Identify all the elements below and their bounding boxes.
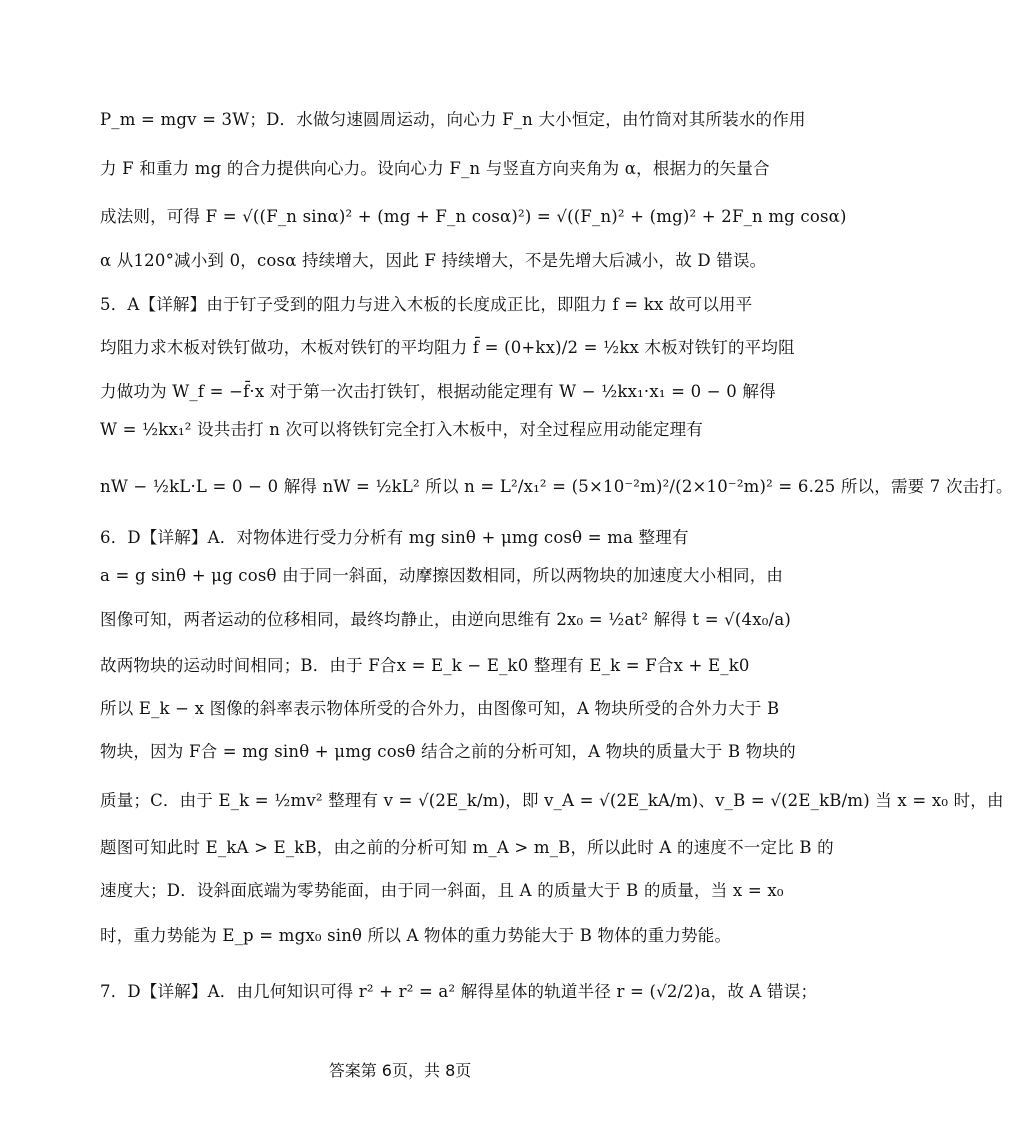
text-line-12: 图像可知，两者运动的位移相同，最终均静止，由逆向思维有 2x₀ = ½at² 解得 t = √(4x₀/a) <box>100 610 791 629</box>
text-line-3: 成法则，可得 F = √((F_n sinα)² + (mg + F_n cosα)²) = √((F_n)² + (mg)² + 2F_n mg cosα) <box>100 207 847 226</box>
text-line-18: 速度大；D．设斜面底端为零势能面，由于同一斜面，且 A 的质量大于 B 的质量，当 x = x₀ <box>100 881 784 900</box>
text-line-10: 6．D【详解】A．对物体进行受力分析有 mg sinθ + μmg cosθ = ma 整理有 <box>100 528 689 547</box>
text-line-19: 时，重力势能为 E_p = mgx₀ sinθ 所以 A 物体的重力势能大于 B 物体的重力势能。 <box>100 926 732 945</box>
text-line-9: nW − ½kL·L = 0 − 0 解得 nW = ½kL² 所以 n = L²/x₁² = (5×10⁻²m)²/(2×10⁻²m)² = 6.25 所以，需要 7 次击打。 <box>100 477 1013 496</box>
text-line-6: 均阻力求木板对铁钉做功，木板对铁钉的平均阻力 f̄ = (0+kx)/2 = ½kx 木板对铁钉的平均阻 <box>100 338 795 357</box>
text-line-4: α 从120°减小到 0，cosα 持续增大，因此 F 持续增大，不是先增大后减小，故 D 错误。 <box>100 251 767 270</box>
text-line-1: P_m = mgv = 3W；D．水做匀速圆周运动，向心力 F_n 大小恒定，由竹筒对其所装水的作用 <box>100 110 806 129</box>
text-line-7: 力做功为 W_f = −f̄·x 对于第一次击打铁钉，根据动能定理有 W − ½kx₁·x₁ = 0 − 0 解得 <box>100 382 776 401</box>
text-line-5: 5．A【详解】由于钉子受到的阻力与进入木板的长度成正比，即阻力 f = kx 故可以用平 <box>100 295 753 314</box>
page-footer: 答案第 6页，共 8页 <box>328 1061 472 1080</box>
text-line-16: 质量；C．由于 E_k = ½mv² 整理有 v = √(2E_k/m)，即 v_A = √(2E_kA/m)、v_B = √(2E_kB/m) 当 x = x₀ 时，由 <box>100 791 1004 810</box>
text-line-17: 题图可知此时 E_kA > E_kB，由之前的分析可知 m_A > m_B，所以此时 A 的速度不一定比 B 的 <box>100 838 834 857</box>
text-line-11: a = g sinθ + μg cosθ 由于同一斜面，动摩擦因数相同，所以两物块的加速度大小相同，由 <box>100 566 784 585</box>
text-line-2: 力 F 和重力 mg 的合力提供向心力。设向心力 F_n 与竖直方向夹角为 α，根据力的矢量合 <box>100 159 770 178</box>
text-line-15: 物块，因为 F合 = mg sinθ + μmg cosθ 结合之前的分析可知，A 物块的质量大于 B 物块的 <box>100 742 796 761</box>
text-line-13: 故两物块的运动时间相同；B．由于 F合x = E_k − E_k0 整理有 E_k = F合x + E_k0 <box>100 656 750 675</box>
text-line-20: 7．D【详解】A．由几何知识可得 r² + r² = a² 解得星体的轨道半径 r = (√2/2)a，故 A 错误； <box>100 982 818 1001</box>
text-line-8: W = ½kx₁² 设共击打 n 次可以将铁钉完全打入木板中，对全过程应用动能定理有 <box>100 420 704 439</box>
text-line-14: 所以 E_k − x 图像的斜率表示物体所受的合外力，由图像可知，A 物块所受的合外力大于 B <box>100 699 780 718</box>
